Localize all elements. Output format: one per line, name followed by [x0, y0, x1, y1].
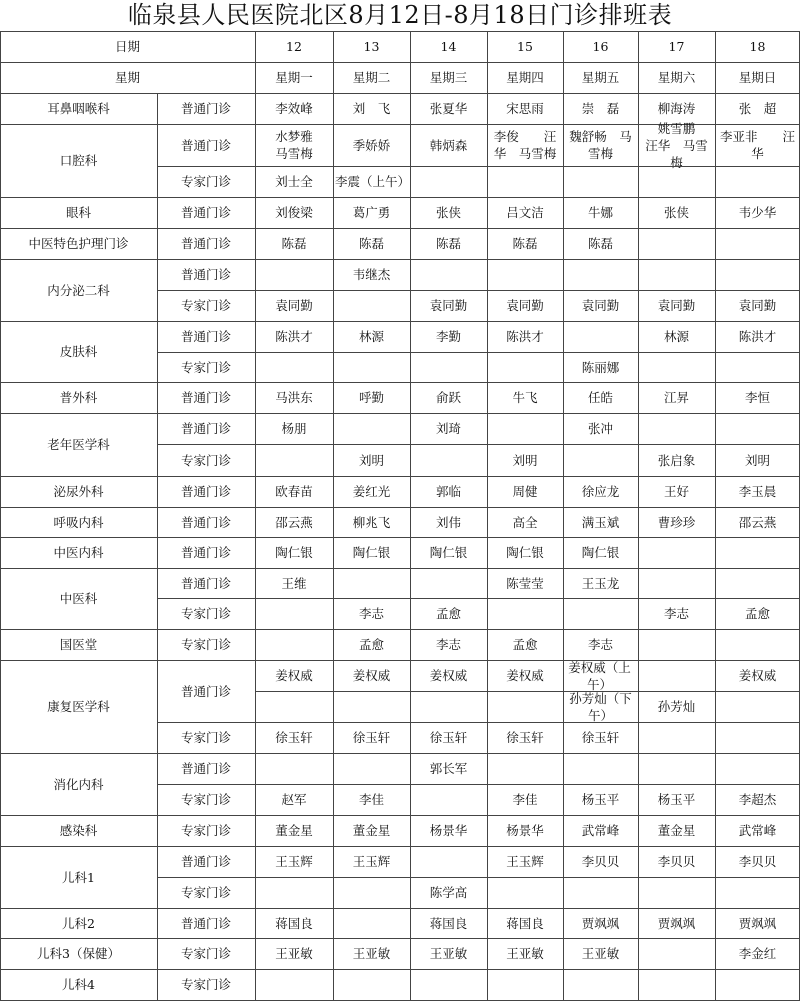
- doctor-cell: 孟愈: [512, 637, 538, 652]
- doctor-cell: 杨景华: [506, 823, 544, 838]
- doctor-cell: [333, 413, 410, 444]
- header-weekday-label: 星期: [114, 70, 140, 85]
- doctor-cell: 袁同勤: [506, 298, 544, 313]
- doctor-cell: [255, 259, 333, 290]
- doctor-cell: 马洪东: [275, 390, 313, 405]
- doctor-cell: 陶仁银: [581, 545, 620, 560]
- doctor-cell: [255, 691, 333, 722]
- doctor-cell: [715, 753, 800, 784]
- doctor-cell: 李玉晨: [738, 484, 777, 499]
- doctor-cell: 王玉龙: [581, 575, 620, 591]
- doctor-cell: [487, 352, 563, 382]
- doctor-cell: 李志: [587, 637, 613, 652]
- doctor-cell: [410, 444, 487, 476]
- doctor-cell: [715, 537, 800, 568]
- doctor-cell: 孟愈: [358, 637, 384, 652]
- doctor-cell: 刘俊梁: [275, 205, 313, 220]
- department-name: 中医科: [59, 591, 98, 606]
- doctor-cell: 陈丽娜: [581, 359, 620, 375]
- doctor-cell: [715, 166, 800, 197]
- doctor-cell: [255, 753, 333, 784]
- doctor-cell: 张侠: [435, 205, 461, 220]
- doctor-cell: [638, 413, 715, 444]
- doctor-cell: 蒋国良: [275, 915, 313, 931]
- doctor-cell: 刘士全: [275, 174, 313, 189]
- doctor-cell: [333, 908, 410, 938]
- doctor-cell: 魏舒畅 马雪梅: [569, 129, 632, 161]
- doctor-cell: [410, 691, 487, 722]
- doctor-cell: 武常峰: [738, 823, 777, 838]
- doctor-cell: 王亚敏: [429, 946, 468, 961]
- doctor-cell: [715, 259, 800, 290]
- row-divider: [157, 877, 800, 878]
- doctor-cell: [638, 660, 715, 691]
- doctor-cell: 张启象: [657, 452, 696, 468]
- doctor-cell: [255, 969, 333, 1000]
- department-name: 感染科: [59, 823, 98, 838]
- department-name: 儿科3（保健）: [37, 946, 120, 961]
- department-name: 儿科4: [62, 977, 95, 992]
- clinic-type: 专家门诊: [180, 606, 231, 621]
- department-name: 国医堂: [59, 637, 98, 652]
- department-name: 老年医学科: [47, 437, 110, 452]
- doctor-cell: [333, 877, 410, 908]
- header-weekday: 星期三: [429, 70, 468, 85]
- doctor-cell: [255, 629, 333, 660]
- table-top-border: [0, 31, 800, 32]
- doctor-cell: 王好: [663, 484, 689, 499]
- row-divider: [157, 598, 800, 599]
- header-date: 17: [668, 39, 685, 54]
- doctor-cell: 高全: [512, 514, 538, 530]
- doctor-cell: 蒋国良: [506, 915, 544, 931]
- doctor-cell: 董金星: [275, 823, 313, 838]
- department-name: 内分泌二科: [47, 282, 110, 298]
- clinic-type: 专家门诊: [180, 946, 231, 961]
- doctor-cell: 张 超: [738, 101, 777, 116]
- doctor-cell: 任皓: [587, 390, 613, 405]
- doctor-cell: 刘明: [512, 452, 538, 468]
- doctor-cell: [333, 290, 410, 321]
- doctor-cell: 董金星: [657, 823, 696, 838]
- doctor-cell: 陶仁银: [429, 545, 468, 560]
- doctor-cell: 徐玉轩: [581, 730, 620, 745]
- doctor-cell: 葛广勇: [352, 205, 391, 220]
- doctor-cell: [638, 352, 715, 382]
- doctor-cell: 李贝贝: [738, 854, 777, 869]
- clinic-type: 普通门诊: [180, 575, 231, 591]
- doctor-cell: [410, 846, 487, 877]
- doctor-cell: [333, 568, 410, 598]
- doctor-cell: [487, 753, 563, 784]
- doctor-cell: 呼勤: [358, 390, 384, 405]
- doctor-cell: 邵云燕: [275, 514, 313, 530]
- doctor-cell: [563, 166, 638, 197]
- doctor-cell: 郭临: [435, 484, 461, 499]
- clinic-type: 普通门诊: [180, 854, 231, 869]
- doctor-cell: [715, 691, 800, 722]
- doctor-cell: [715, 629, 800, 660]
- header-date-label: 日期: [114, 39, 140, 54]
- row-divider: [0, 62, 800, 63]
- doctor-cell: 王亚敏: [352, 946, 391, 961]
- clinic-type: 普通门诊: [180, 137, 231, 153]
- doctor-cell: [410, 969, 487, 1000]
- doctor-cell: 徐应龙: [581, 484, 620, 499]
- doctor-cell: 李志: [435, 637, 461, 652]
- clinic-type: 专家门诊: [180, 885, 231, 900]
- doctor-cell: [638, 722, 715, 753]
- doctor-cell: 徐玉轩: [275, 730, 313, 745]
- doctor-cell: 李俊 汪华 马雪梅: [493, 129, 557, 161]
- clinic-type: 专家门诊: [180, 174, 231, 189]
- doctor-cell: [487, 259, 563, 290]
- doctor-cell: [715, 228, 800, 259]
- doctor-cell: [333, 969, 410, 1000]
- doctor-cell: [410, 352, 487, 382]
- doctor-cell: [563, 753, 638, 784]
- doctor-cell: [638, 629, 715, 660]
- clinic-type: 普通门诊: [180, 683, 231, 699]
- doctor-cell: [715, 969, 800, 1000]
- doctor-cell: 陈洪才: [506, 329, 544, 344]
- doctor-cell: 李志: [663, 606, 689, 621]
- doctor-cell: [487, 691, 563, 722]
- doctor-cell: 袁同勤: [581, 298, 620, 313]
- doctor-cell: 陶仁银: [506, 545, 544, 560]
- row-divider: [157, 784, 800, 785]
- doctor-cell: 李亚非 汪华: [719, 129, 795, 161]
- doctor-cell: [487, 166, 563, 197]
- doctor-cell: 欧春苗: [275, 484, 313, 499]
- row-divider: [157, 290, 800, 291]
- doctor-cell: [715, 568, 800, 598]
- department-name: 中医内科: [53, 545, 104, 560]
- header-date: 16: [592, 39, 609, 54]
- doctor-cell: [638, 568, 715, 598]
- doctor-cell: [487, 877, 563, 908]
- doctor-cell: 姜权威: [352, 668, 391, 683]
- clinic-type: 普通门诊: [180, 267, 231, 282]
- clinic-type: 普通门诊: [180, 514, 231, 530]
- row-divider: [157, 352, 800, 353]
- clinic-type: 普通门诊: [180, 484, 231, 499]
- doctor-cell: 王维: [281, 575, 307, 591]
- doctor-cell: 王亚敏: [275, 946, 313, 961]
- doctor-cell: [638, 166, 715, 197]
- doctor-cell: [715, 877, 800, 908]
- clinic-type: 专家门诊: [180, 359, 231, 375]
- doctor-cell: [487, 413, 563, 444]
- doctor-cell: 陈磊: [435, 236, 461, 251]
- doctor-cell: 孟愈: [435, 606, 461, 621]
- doctor-cell: 姜权威: [506, 668, 544, 683]
- department-name: 口腔科: [59, 153, 98, 168]
- doctor-cell: 陈磊: [358, 236, 384, 251]
- doctor-cell: [410, 568, 487, 598]
- clinic-type: 普通门诊: [180, 101, 231, 116]
- doctor-cell: 陈洪才: [275, 329, 313, 344]
- doctor-cell: 袁同勤: [738, 298, 777, 313]
- doctor-cell: [333, 352, 410, 382]
- doctor-cell: 牛飞: [512, 390, 538, 405]
- header-weekday: 星期一: [275, 70, 313, 85]
- department-name: 呼吸内科: [53, 514, 104, 530]
- department-name: 普外科: [59, 390, 98, 405]
- doctor-cell: 蒋国良: [429, 915, 468, 931]
- doctor-cell: 杨玉平: [581, 792, 620, 807]
- doctor-cell: 姜权威: [275, 668, 313, 683]
- doctor-cell: 周健: [512, 484, 538, 499]
- doctor-cell: 韩炳森: [429, 137, 468, 153]
- doctor-cell: [715, 413, 800, 444]
- doctor-cell: [638, 259, 715, 290]
- doctor-cell: 韦继杰: [352, 267, 391, 282]
- doctor-cell: [563, 321, 638, 352]
- doctor-cell: 柳兆飞: [352, 514, 391, 530]
- doctor-cell: 林源: [358, 329, 384, 344]
- doctor-cell: 王亚敏: [506, 946, 544, 961]
- doctor-cell: 李恒: [744, 390, 770, 405]
- doctor-cell: 刘明: [358, 452, 384, 468]
- header-date: 12: [286, 39, 302, 54]
- doctor-cell: 杨朋: [281, 421, 307, 436]
- doctor-cell: 水梦雅 马雪梅: [275, 129, 338, 161]
- clinic-type: 普通门诊: [180, 545, 231, 560]
- doctor-cell: 王亚敏: [581, 946, 620, 961]
- doctor-cell: 陈磊: [587, 236, 613, 251]
- doctor-cell: 赵军: [281, 792, 307, 807]
- header-weekday: 星期二: [352, 70, 391, 85]
- doctor-cell: 季娇娇: [352, 137, 391, 153]
- doctor-cell: 张冲: [587, 421, 613, 436]
- doctor-cell: [715, 722, 800, 753]
- doctor-cell: 林源: [663, 329, 689, 344]
- doctor-cell: [255, 877, 333, 908]
- doctor-cell: [563, 877, 638, 908]
- header-weekday: 星期日: [738, 70, 777, 85]
- doctor-cell: 李佳: [358, 792, 384, 807]
- doctor-cell: 满玉斌: [581, 514, 620, 530]
- row-divider: [157, 166, 800, 167]
- clinic-type: 专家门诊: [180, 792, 231, 807]
- header-date: 18: [749, 39, 766, 54]
- header-weekday: 星期六: [657, 70, 696, 85]
- doctor-cell: [638, 753, 715, 784]
- header-weekday: 星期四: [506, 70, 544, 85]
- row-divider: [255, 691, 800, 692]
- doctor-cell: 姜权威（上午）: [568, 659, 631, 692]
- doctor-cell: 王玉辉: [352, 854, 391, 869]
- doctor-cell: 孙芳灿（下午）: [569, 690, 632, 723]
- doctor-cell: 江昇: [663, 390, 689, 405]
- doctor-cell: 陈磊: [281, 236, 307, 251]
- doctor-cell: 武常峰: [581, 823, 620, 838]
- doctor-cell: 陶仁银: [352, 545, 391, 560]
- doctor-cell: 宋思雨: [506, 101, 544, 116]
- doctor-cell: 李震（上午）: [335, 174, 411, 189]
- clinic-type: 专家门诊: [180, 298, 231, 313]
- doctor-cell: [255, 444, 333, 476]
- doctor-cell: [563, 444, 638, 476]
- doctor-cell: 贾飒飒: [657, 915, 696, 931]
- doctor-cell: [255, 352, 333, 382]
- clinic-type: 普通门诊: [180, 421, 231, 436]
- doctor-cell: 李勤: [435, 329, 461, 344]
- page-title: 临泉县人民医院北区8月12日-8月18日门诊排班表: [127, 1, 673, 29]
- doctor-cell: 刘伟: [435, 514, 461, 530]
- department-name: 儿科1: [62, 869, 95, 885]
- department-name: 中医特色护理门诊: [28, 236, 129, 251]
- clinic-type: 普通门诊: [180, 761, 231, 776]
- row-divider: [157, 722, 800, 723]
- doctor-cell: [638, 938, 715, 969]
- doctor-cell: [638, 228, 715, 259]
- doctor-cell: 贾飒飒: [581, 915, 620, 931]
- clinic-type: 普通门诊: [180, 329, 231, 344]
- clinic-type: 专家门诊: [180, 977, 231, 992]
- clinic-type: 普通门诊: [180, 390, 231, 405]
- clinic-type: 普通门诊: [180, 236, 231, 251]
- clinic-type: 普通门诊: [180, 205, 231, 220]
- doctor-cell: 董金星: [352, 823, 391, 838]
- department-name: 耳鼻咽喉科: [47, 101, 110, 116]
- doctor-cell: 孙芳灿: [657, 699, 696, 714]
- doctor-cell: [563, 969, 638, 1000]
- doctor-cell: 陈磊: [512, 236, 538, 251]
- doctor-cell: 李效峰: [275, 101, 313, 116]
- doctor-cell: 姜红光: [352, 484, 391, 499]
- doctor-cell: 徐玉轩: [429, 730, 468, 745]
- doctor-cell: 郭长军: [429, 761, 468, 776]
- clinic-type: 专家门诊: [180, 637, 231, 652]
- doctor-cell: [715, 352, 800, 382]
- department-name: 泌尿外科: [53, 484, 104, 499]
- doctor-cell: 陈莹莹: [506, 575, 544, 591]
- doctor-cell: 邵云燕: [738, 514, 777, 530]
- doctor-cell: 杨景华: [429, 823, 468, 838]
- clinic-type: 专家门诊: [180, 452, 231, 468]
- doctor-cell: 李贝贝: [581, 854, 620, 869]
- doctor-cell: 张夏华: [429, 101, 468, 116]
- doctor-cell: [410, 259, 487, 290]
- doctor-cell: 袁同勤: [657, 298, 696, 313]
- doctor-cell: [333, 691, 410, 722]
- doctor-cell: 徐玉轩: [352, 730, 391, 745]
- doctor-cell: 姜权威: [429, 668, 468, 683]
- doctor-cell: 牛娜: [587, 205, 613, 220]
- doctor-cell: 李金红: [738, 946, 777, 961]
- doctor-cell: 王玉辉: [275, 854, 313, 869]
- doctor-cell: 姚雪鹏 汪华 马雪梅: [645, 120, 721, 170]
- doctor-cell: 孟愈: [744, 606, 770, 621]
- doctor-cell: 李超杰: [738, 792, 777, 807]
- department-name: 眼科: [65, 205, 91, 220]
- doctor-cell: 杨玉平: [657, 792, 696, 807]
- doctor-cell: 李佳: [512, 792, 538, 807]
- row-divider: [157, 444, 800, 445]
- doctor-cell: [333, 753, 410, 784]
- doctor-cell: 徐玉轩: [506, 730, 544, 745]
- department-name: 皮肤科: [59, 344, 98, 359]
- doctor-cell: [638, 877, 715, 908]
- doctor-cell: 姜权威: [738, 668, 777, 683]
- doctor-cell: [487, 969, 563, 1000]
- doctor-cell: 韦少华: [738, 205, 777, 220]
- doctor-cell: 崇 磊: [581, 101, 620, 116]
- clinic-type: 专家门诊: [180, 730, 231, 745]
- header-date: 14: [440, 39, 457, 54]
- doctor-cell: 陈学高: [429, 885, 468, 900]
- doctor-cell: 刘明: [744, 452, 770, 468]
- header-weekday: 星期五: [581, 70, 620, 85]
- doctor-cell: 吕文洁: [506, 205, 544, 220]
- doctor-cell: [563, 259, 638, 290]
- doctor-cell: [255, 598, 333, 629]
- doctor-cell: 李贝贝: [657, 854, 696, 869]
- doctor-cell: [410, 166, 487, 197]
- header-date: 15: [517, 39, 533, 54]
- department-name: 儿科2: [62, 915, 95, 931]
- doctor-cell: [487, 598, 563, 629]
- clinic-type: 专家门诊: [180, 823, 231, 838]
- department-name: 消化内科: [53, 776, 104, 792]
- doctor-cell: 陈洪才: [738, 329, 777, 344]
- doctor-cell: [410, 784, 487, 815]
- doctor-cell: 袁同勤: [429, 298, 468, 313]
- doctor-cell: 刘琦: [435, 421, 461, 436]
- doctor-cell: 陶仁银: [275, 545, 313, 560]
- header-date: 13: [363, 39, 380, 54]
- department-name: 康复医学科: [47, 699, 110, 714]
- doctor-cell: [638, 969, 715, 1000]
- doctor-cell: 刘 飞: [352, 101, 391, 116]
- doctor-cell: 曹珍珍: [657, 514, 696, 530]
- doctor-cell: 王玉辉: [506, 854, 544, 869]
- doctor-cell: [638, 537, 715, 568]
- clinic-type: 普通门诊: [180, 915, 231, 931]
- doctor-cell: [563, 598, 638, 629]
- doctor-cell: 张侠: [663, 205, 689, 220]
- doctor-cell: 贾飒飒: [738, 915, 777, 931]
- doctor-cell: 袁同勤: [275, 298, 313, 313]
- doctor-cell: 柳海涛: [657, 101, 696, 116]
- doctor-cell: 李志: [358, 606, 384, 621]
- doctor-cell: 俞跃: [435, 390, 461, 405]
